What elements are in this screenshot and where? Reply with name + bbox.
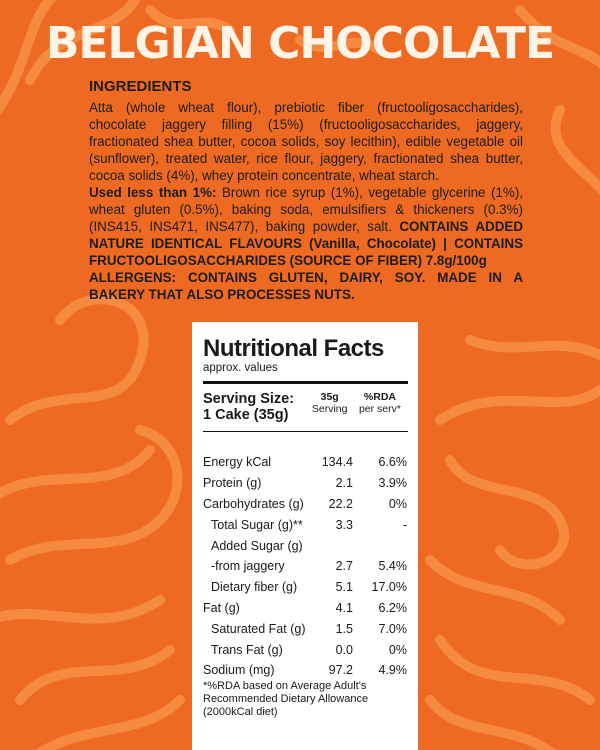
nutrient-row xyxy=(203,639,408,660)
serving-header xyxy=(203,391,408,423)
divider xyxy=(203,431,408,432)
nutrient-row xyxy=(203,494,408,515)
nutrient-name: Sodium (mg) xyxy=(203,663,275,678)
nutrient-rda: 3.9% xyxy=(378,476,407,491)
nutrient-value: 0.0 xyxy=(335,642,353,657)
column-header-rda xyxy=(352,391,408,415)
nutrient-rda: 6.6% xyxy=(378,455,407,470)
nutrient-rda: - xyxy=(402,517,407,532)
serving-size xyxy=(203,391,307,423)
column-header-rda-bottom: per serv* xyxy=(358,403,401,415)
nutrient-row xyxy=(203,473,408,494)
less-than-label: Used less than 1%: xyxy=(89,185,217,200)
column-header-serving xyxy=(307,391,351,415)
nutrient-value: 97.2 xyxy=(328,663,353,678)
nutrient-rda: 6.2% xyxy=(378,600,407,615)
column-header-rda-top: %RDA xyxy=(363,391,396,403)
nutrient-value: 3.3 xyxy=(335,517,353,532)
allergens-text: ALLERGENS: CONTAINS GLUTEN, DAIRY, SOY. MADE IN A BAKERY THAT ALSO PROCESSES NUTS. xyxy=(89,270,523,302)
nutrient-name: Energy kCal xyxy=(203,455,272,470)
nutrient-name: Added Sugar (g) xyxy=(211,538,303,553)
nutrient-rda: 4.9% xyxy=(378,663,407,678)
nutrient-value: 22.2 xyxy=(328,496,353,511)
nutrient-row xyxy=(203,535,408,556)
nutrient-value: 2.7 xyxy=(335,559,353,574)
nutrient-rda: 0% xyxy=(388,642,407,657)
contains-text: CONTAINS ADDED NATURE IDENTICAL FLAVOURS (Vanilla, Chocolate) | CONTAINS FRUCTOOLIGOSACCHARIDES (SOURCE OF FIBER) 7.8g/100g xyxy=(89,219,523,268)
nutrient-rda: 5.4% xyxy=(378,559,407,574)
nutrition-rows xyxy=(203,452,408,681)
nutrition-title: Nutritional Facts xyxy=(203,335,384,362)
nutrient-name: Saturated Fat (g) xyxy=(211,621,306,636)
rda-footnote: *%RDA based on Average Adult's Recommended Dietary Allowance (2000kCal diet) xyxy=(203,680,369,718)
nutrient-row xyxy=(203,556,408,577)
column-header-serving-top: 35g xyxy=(320,391,339,403)
ingredients-section xyxy=(89,78,523,303)
nutrient-name: Fat (g) xyxy=(203,600,240,615)
nutrient-name: Trans Fat (g) xyxy=(211,642,283,657)
ingredients-list: Atta (whole wheat flour), prebiotic fiber (fructooligosaccharides), chocolate jaggery filling (15%) (fructooligosaccharides, jaggery, fractionated shea butter, cocoa solids, soy lecithin), edible vegetable oil (sunflower), treated water, rice flour, jaggery, fractionated shea butter, cocoa solids (4%), whey protein concentrate, wheat starch. xyxy=(89,100,523,183)
ingredients-text xyxy=(89,99,523,303)
nutrient-name: Dietary fiber (g) xyxy=(211,580,298,595)
nutrient-value: 4.1 xyxy=(335,600,353,615)
nutrient-rda: 17.0% xyxy=(371,580,407,595)
nutrient-name: Carbohydrates (g) xyxy=(203,496,304,511)
nutrient-name: Total Sugar (g)** xyxy=(211,517,303,532)
column-header-serving-bottom: Serving xyxy=(311,403,348,415)
nutrient-row xyxy=(203,618,408,639)
nutrient-row xyxy=(203,577,408,598)
nutrient-row xyxy=(203,452,408,473)
nutrient-value: 2.1 xyxy=(335,476,353,491)
nutrient-row xyxy=(203,660,408,681)
nutrient-row xyxy=(203,514,408,535)
serving-size-label: Serving Size: xyxy=(203,391,295,407)
nutrient-rda: 0% xyxy=(388,496,407,511)
ingredients-heading: INGREDIENTS xyxy=(89,78,192,95)
nutrient-value: 134.4 xyxy=(321,455,353,470)
nutrient-name: Protein (g) xyxy=(203,476,262,491)
nutrient-rda: 7.0% xyxy=(378,621,407,636)
nutrient-name: -from jaggery xyxy=(211,559,285,574)
nutrient-value: 5.1 xyxy=(335,580,353,595)
less-than-text: Brown rice syrup (1%), vegetable glycerine (1%), wheat gluten (0.5%), baking soda, emulsifiers & thickeners (0.3%) (INS415, INS471, INS477), baking powder, salt. xyxy=(89,185,524,234)
nutrition-subtitle: approx. values xyxy=(203,362,278,374)
divider-thick xyxy=(203,381,408,384)
serving-size-value: 1 Cake (35g) xyxy=(203,407,289,423)
product-title: BELGIAN CHOCOLATE xyxy=(45,18,555,69)
nutrient-row xyxy=(203,598,408,619)
nutrition-facts-panel xyxy=(192,322,418,750)
nutrient-value: 1.5 xyxy=(335,621,353,636)
